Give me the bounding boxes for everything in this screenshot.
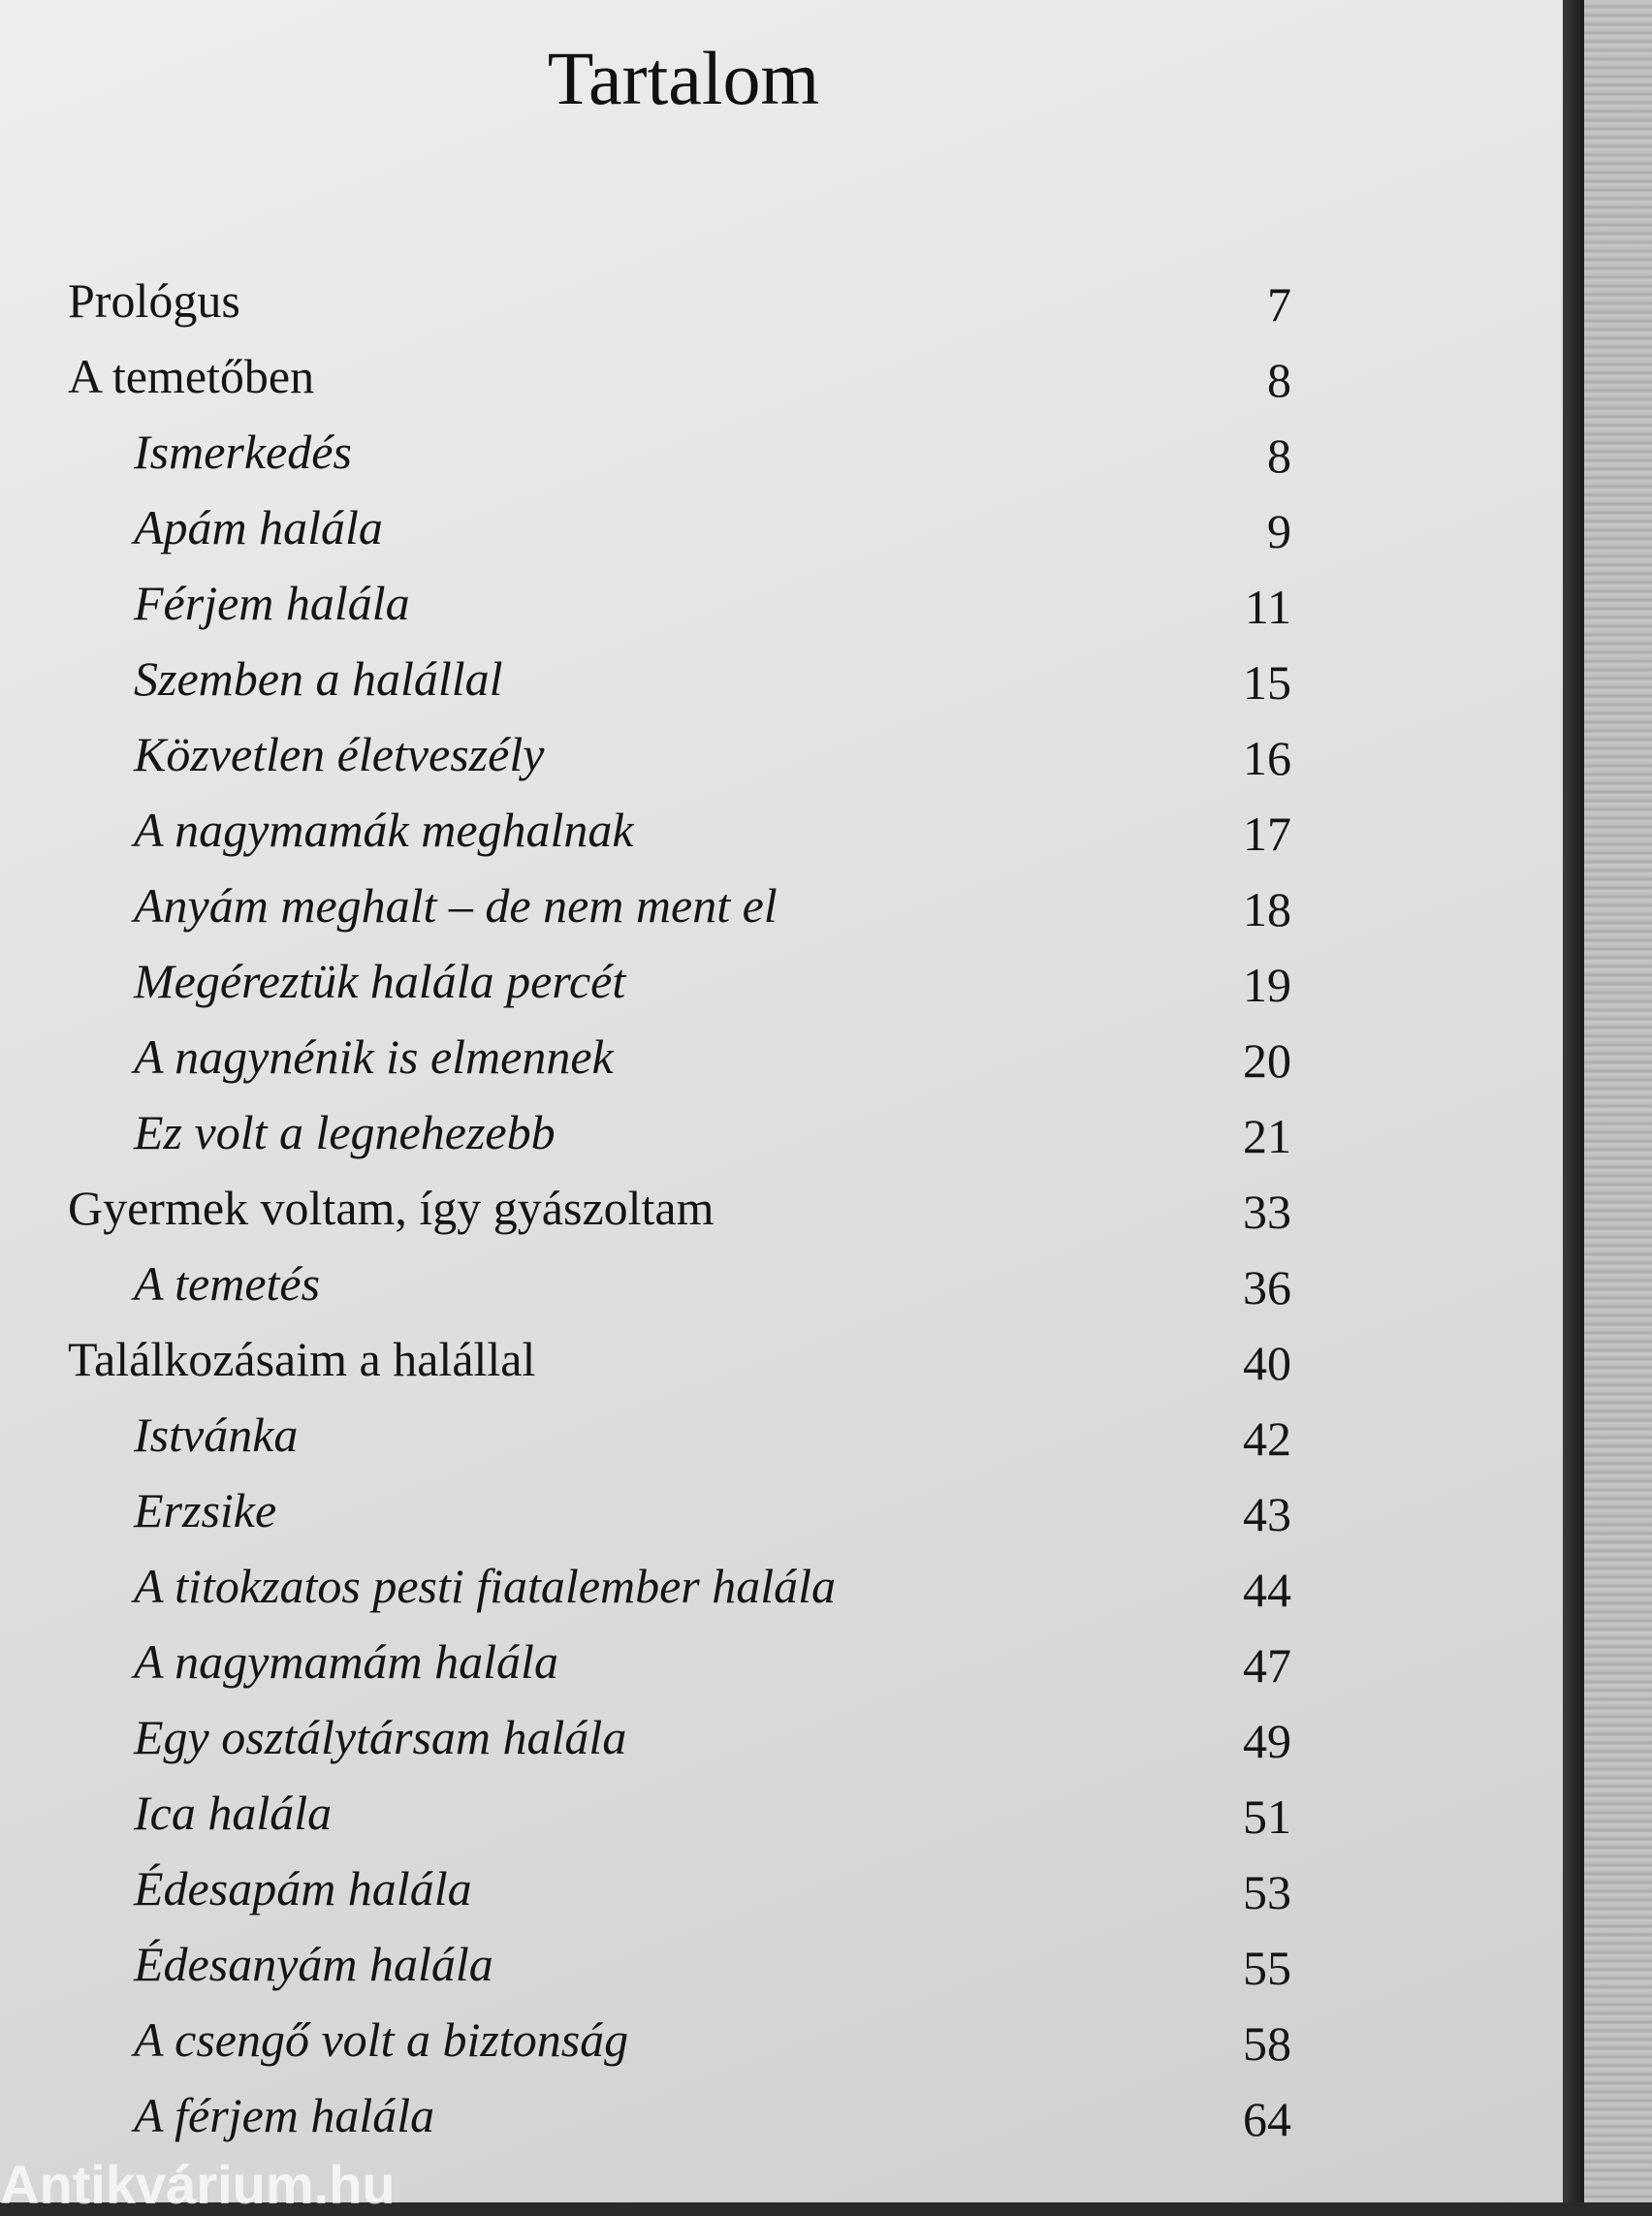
toc-entry — [0, 1098, 1563, 1174]
section-title: Férjem halála — [134, 576, 410, 630]
section-title: Szemben a halállal — [134, 651, 503, 706]
section-title: A csengő volt a biztonság — [134, 2012, 629, 2067]
page-number: 44 — [1243, 1563, 1291, 1617]
section-title: Megéreztük halála percét — [134, 954, 626, 1008]
toc-entry — [0, 1779, 1563, 1854]
section-title: Ica halála — [134, 1786, 333, 1840]
page-number: 33 — [1243, 1185, 1291, 1239]
section-title: Ismerkedés — [134, 425, 352, 479]
chapter-title: Találkozásaim a halállal — [68, 1332, 536, 1386]
section-title: Ez volt a legnehezebb — [134, 1105, 556, 1159]
toc-entry — [0, 871, 1563, 947]
page-number: 19 — [1243, 958, 1291, 1012]
toc-entry — [0, 1250, 1563, 1325]
toc-entry — [0, 1325, 1563, 1401]
toc-entry — [0, 418, 1563, 493]
page-number: 49 — [1243, 1714, 1291, 1768]
section-title: A nagynénik is elmennek — [134, 1029, 614, 1084]
section-title: Anyám meghalt – de nem ment el — [134, 878, 778, 933]
page-number: 53 — [1243, 1865, 1291, 1919]
book-spine — [1563, 0, 1584, 2202]
toc-entry — [0, 267, 1563, 342]
page-number: 7 — [1267, 277, 1291, 332]
page-number: 21 — [1243, 1109, 1291, 1163]
toc-entry — [0, 1476, 1563, 1552]
toc-entry — [0, 645, 1563, 720]
section-title: A nagymamám halála — [134, 1634, 558, 1689]
page-number: 40 — [1243, 1336, 1291, 1390]
page-number: 8 — [1267, 353, 1291, 407]
chapter-title: Prológus — [68, 273, 240, 328]
watermark: Antikvárium.hu — [0, 2154, 396, 2215]
page-number: 17 — [1243, 807, 1291, 861]
section-title: Édesapám halála — [134, 1861, 472, 1915]
toc-entry — [0, 947, 1563, 1023]
toc-entry — [0, 1401, 1563, 1476]
toc-entry — [0, 1930, 1563, 2006]
page-number: 16 — [1243, 731, 1291, 785]
page-number: 47 — [1243, 1638, 1291, 1693]
page-number: 15 — [1243, 655, 1291, 710]
chapter-title: Gyermek voltam, így gyászoltam — [68, 1181, 715, 1235]
page-number: 18 — [1243, 882, 1291, 936]
page-number: 51 — [1243, 1789, 1291, 1844]
chapter-title: A temetőben — [68, 349, 315, 403]
section-title: A férjem halála — [134, 2088, 435, 2142]
toc-entry — [0, 1174, 1563, 1250]
section-title: A titokzatos pesti fiatalember halála — [134, 1559, 837, 1613]
page-title: Tartalom — [547, 36, 820, 120]
toc-entry — [0, 1552, 1563, 1628]
page-number: 64 — [1243, 2092, 1291, 2146]
page-number: 43 — [1243, 1487, 1291, 1541]
toc-entry — [0, 1628, 1563, 1703]
toc-entry — [0, 2081, 1563, 2157]
section-title: Egy osztálytársam halála — [134, 1710, 627, 1764]
section-title: A nagymamák meghalnak — [134, 803, 634, 857]
section-title: Erzsike — [134, 1483, 277, 1537]
page-number: 9 — [1267, 504, 1291, 558]
section-title: Édesanyám halála — [134, 1937, 493, 1991]
toc-entry — [0, 796, 1563, 871]
toc-entry — [0, 2006, 1563, 2081]
page-number: 36 — [1243, 1260, 1291, 1314]
page-number: 42 — [1243, 1411, 1291, 1466]
section-title: Istvánka — [134, 1408, 299, 1462]
toc-entry — [0, 1023, 1563, 1098]
section-title: Közvetlen életveszély — [134, 727, 545, 781]
toc-entry — [0, 1854, 1563, 1930]
page-number: 58 — [1243, 2016, 1291, 2071]
toc-entry — [0, 720, 1563, 796]
page-number: 55 — [1243, 1941, 1291, 1995]
page-number: 11 — [1244, 580, 1291, 634]
table-of-contents — [0, 267, 1563, 2157]
background-surface — [1584, 0, 1652, 2202]
page-number: 20 — [1243, 1033, 1291, 1088]
toc-entry — [0, 342, 1563, 418]
section-title: A temetés — [134, 1256, 321, 1311]
toc-entry — [0, 493, 1563, 569]
section-title: Apám halála — [134, 500, 383, 554]
page-number: 8 — [1267, 428, 1291, 483]
toc-entry — [0, 1703, 1563, 1779]
toc-entry — [0, 569, 1563, 645]
